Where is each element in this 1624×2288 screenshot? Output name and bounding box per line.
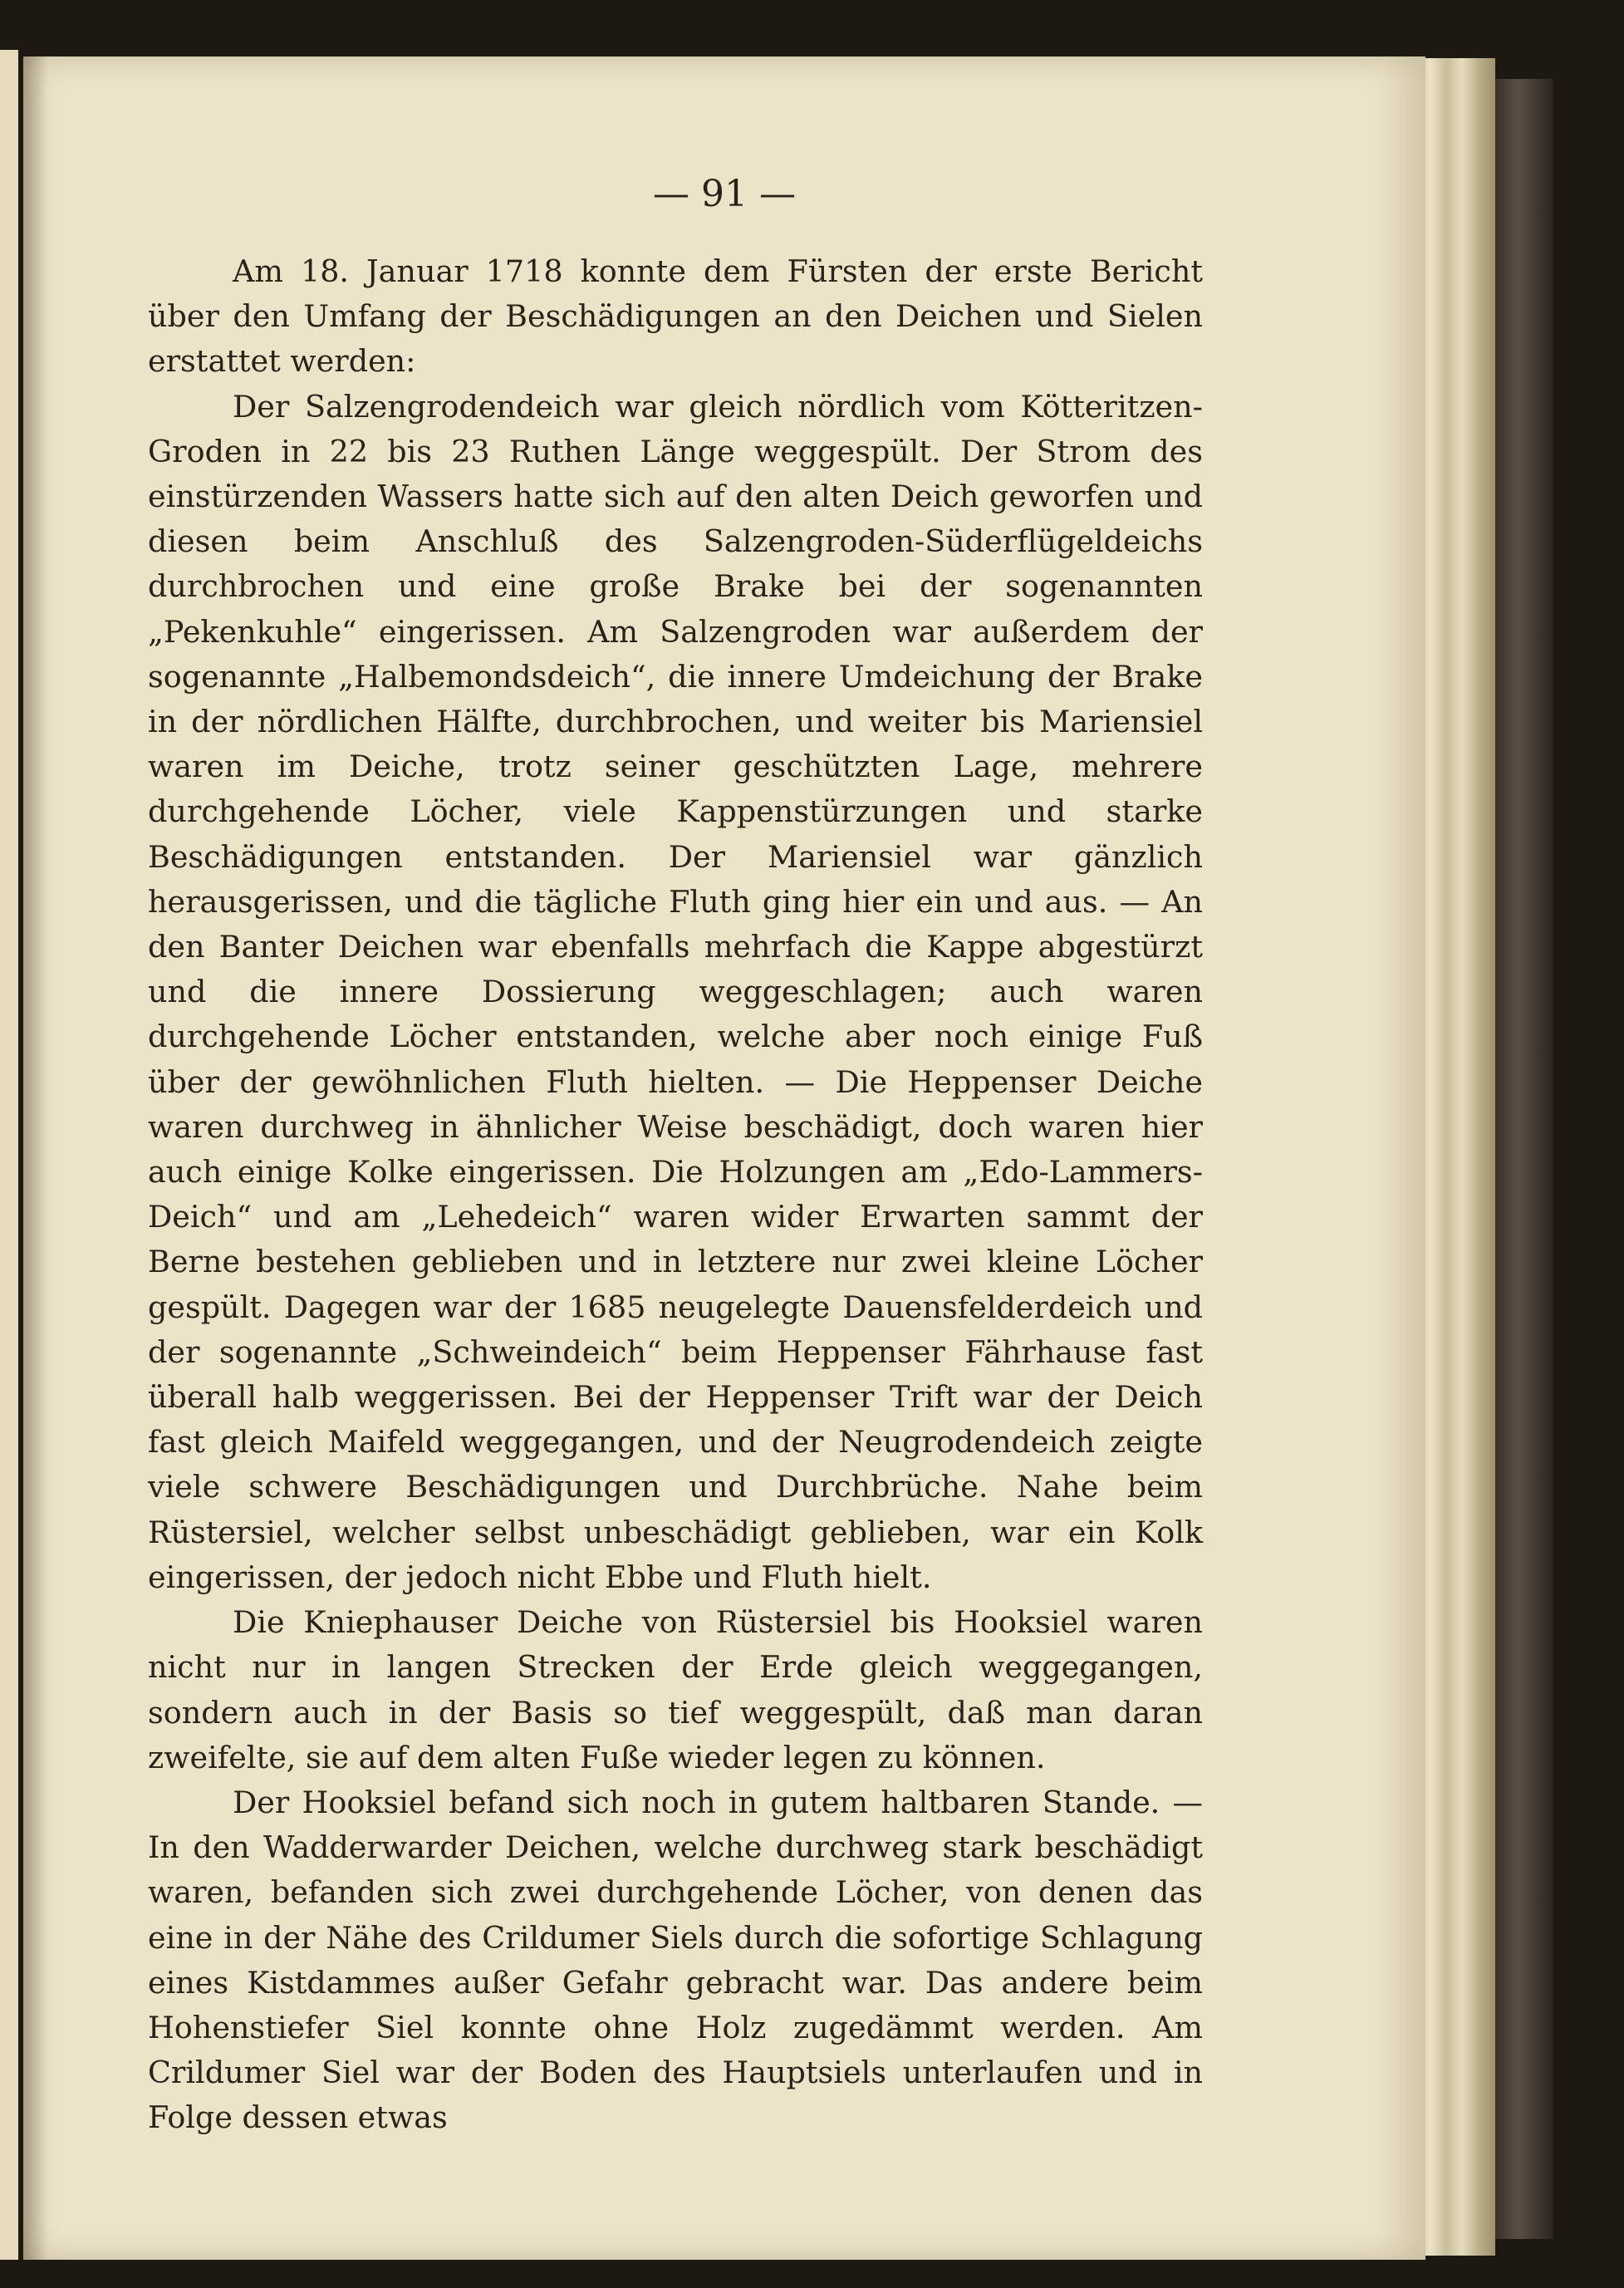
- book-cover-edge: [1495, 79, 1553, 2239]
- paragraph-1: Am 18. Januar 1718 konnte dem Fürsten der erste Bericht über den Umfang der Beschädigungen an den Deichen und Sielen erstattet werden:: [148, 253, 1203, 380]
- previous-page-edge: [0, 50, 18, 2260]
- body-text: [148, 249, 1203, 2141]
- gutter-shadow: [23, 56, 48, 2260]
- paragraph-3: Die Kniephauser Deiche von Rüstersiel bis Hooksiel waren nicht nur in langen Strecken der Erde gleich weggegangen, sondern auch in der Basis so tief weggespült, daß man daran zweifelte, sie auf dem alten Fuße wieder legen zu können.: [148, 1604, 1203, 1775]
- page-number-header: — 91 —: [653, 173, 796, 215]
- paragraph-4: Der Hooksiel befand sich noch in gutem haltbaren Stande. — In den Wadderwarder Deichen, welche durchweg stark beschädigt waren, befanden sich zwei durchgehende Löcher, von denen das eine in der Nähe des Crildumer Siels durch die sofortige Schlagung eines Kistdammes außer Gefahr gebracht war. Das andere beim Hohenstiefer Siel konnte ohne Holz zugedämmt werden. Am Crildumer Siel war der Boden des Hauptsiels unterlaufen und in Folge dessen etwas: [148, 1784, 1203, 2136]
- page-stack-edge: [1416, 58, 1495, 2256]
- book-page: [23, 56, 1425, 2260]
- paragraph-2: Der Salzengrodendeich war gleich nördlich vom Kötteritzen-Groden in 22 bis 23 Ruthen Länge weggespült. Der Strom des einstürzenden Wassers hatte sich auf den alten Deich geworfen und diesen beim Anschluß des Salzengroden-Süderflügeldeichs durchbrochen und eine große Brake bei der sogenannten „Pekenkuhle“ eingerissen. Am Salzengroden war außerdem der sogenannte „Halbemondsdeich“, die innere Umdeichung der Brake in der nördlichen Hälfte, durchbrochen, und weiter bis Mariensiel waren im Deiche, trotz seiner geschützten Lage, mehrere durchgehende Löcher, viele Kappenstürzungen und starke Beschädigungen entstanden. Der Mariensiel war gänzlich herausgerissen, und die tägliche Fluth ging hier ein und aus. — An den Banter Deichen war ebenfalls mehrfach die Kappe abgestürzt und die innere Dossierung weggeschlagen; auch waren durchgehende Löcher entstanden, welche aber noch einige Fuß über der gewöhnlichen Fluth hielten. — Die Heppenser Deiche waren durchweg in ähnlicher Weise beschädigt, doch waren hier auch einige Kolke eingerissen. Die Holzungen am „Edo-Lammers-Deich“ und am „Lehedeich“ waren wider Erwarten sammt der Berne bestehen geblieben und in letztere nur zwei kleine Löcher gespült. Dagegen war der 1685 neugelegte Dauensfelderdeich und der sogenannte „Schweindeich“ beim Heppenser Fährhause fast überall halb weggerissen. Bei der Heppenser Trift war der Deich fast gleich Maifeld weggegangen, und der Neugrodendeich zeigte viele schwere Beschädigungen und Durchbrüche. Nahe beim Rüstersiel, welcher selbst unbeschädigt geblieben, war ein Kolk eingerissen, der jedoch nicht Ebbe und Fluth hielt.: [148, 388, 1203, 1595]
